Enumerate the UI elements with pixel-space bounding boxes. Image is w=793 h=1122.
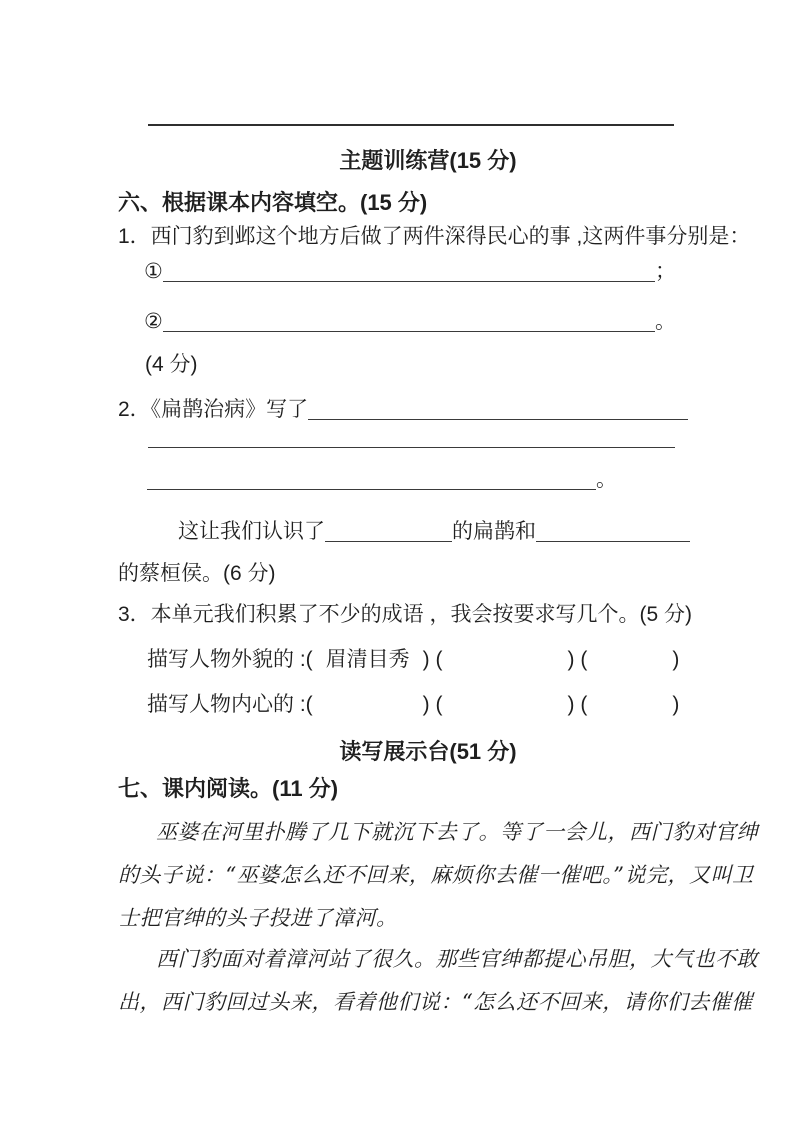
idiom-row-appearance bbox=[147, 646, 679, 674]
circled-one-marker: ① bbox=[144, 260, 163, 283]
question-2-followup bbox=[178, 518, 690, 546]
stage-heading: 读写展示台(51 分) bbox=[339, 739, 517, 764]
question-2-stem bbox=[118, 396, 688, 424]
idiom-answer bbox=[587, 691, 672, 719]
passage-line: 的头子说：“巫婆怎么还不回来，麻烦你去催一催吧。”说完，又叫卫 bbox=[118, 863, 754, 887]
paren-open: ( bbox=[580, 693, 588, 716]
paren-close: ) bbox=[672, 693, 680, 716]
idiom-answer bbox=[313, 691, 423, 719]
idiom-row-2-label: 描写人物内心的 : bbox=[147, 693, 306, 716]
item-1-punctuation: ； bbox=[655, 260, 676, 283]
idiom-answer bbox=[587, 646, 672, 674]
question-1-stem: 1．西门豹到邺这个地方后做了两件深得民心的事 ,这两件事分别是： bbox=[118, 225, 751, 248]
paren-open: ( bbox=[580, 648, 588, 671]
paren-open: ( bbox=[435, 693, 443, 716]
paren-close: ) bbox=[567, 693, 575, 716]
answer-parens bbox=[436, 691, 575, 719]
passage-line: 巫婆在河里扑腾了几下就沉下去了。等了一会儿，西门豹对官绅 bbox=[156, 820, 758, 844]
question-1-item-1 bbox=[144, 258, 676, 286]
idiom-row-inner bbox=[147, 691, 679, 719]
paren-open: ( bbox=[305, 648, 313, 671]
answer-parens bbox=[306, 646, 430, 674]
fill-in-line bbox=[163, 258, 655, 282]
answer-parens bbox=[580, 646, 679, 674]
question-1-item-2 bbox=[144, 308, 676, 336]
fill-in-line bbox=[148, 447, 675, 448]
question-2-lead: 2．《扁鹊治病》写了 bbox=[118, 398, 309, 421]
circled-two-marker: ② bbox=[144, 310, 163, 333]
question-2-wrap-line: 的蔡桓侯。(6 分) bbox=[118, 562, 276, 585]
fill-in-line bbox=[325, 518, 452, 542]
item-2-punctuation: 。 bbox=[655, 310, 676, 333]
idiom-answer bbox=[443, 691, 568, 719]
answer-parens bbox=[436, 646, 575, 674]
fill-in-line bbox=[536, 518, 690, 542]
fill-in-line bbox=[308, 396, 688, 420]
paren-close: ) bbox=[422, 693, 430, 716]
theme-heading: 主题训练营(15 分) bbox=[339, 148, 517, 173]
answer-parens bbox=[580, 691, 679, 719]
fill-in-line bbox=[147, 466, 596, 490]
section-seven-heading: 七、课内阅读。(11 分) bbox=[118, 776, 339, 801]
fill-in-line bbox=[163, 308, 655, 332]
answer-parens bbox=[306, 691, 430, 719]
idiom-row-1-label: 描写人物外貌的 : bbox=[147, 648, 306, 671]
passage-line: 士把官绅的头子投进了漳河。 bbox=[118, 906, 398, 930]
paren-close: ) bbox=[672, 648, 680, 671]
section-six-heading: 六、根据课本内容填空。(15 分) bbox=[118, 190, 428, 215]
question-3-stem: 3．本单元我们积累了不少的成语 ，我会按要求写几个。(5 分) bbox=[118, 603, 693, 626]
paren-open: ( bbox=[435, 648, 443, 671]
paren-open: ( bbox=[305, 693, 313, 716]
passage-line: 西门豹面对着漳河站了很久。那些官绅都提心吊胆，大气也不敢 bbox=[156, 947, 758, 971]
question-1-score: (4 分) bbox=[145, 353, 198, 376]
top-fill-in-line bbox=[148, 124, 674, 126]
blank-3-punctuation: 。 bbox=[596, 468, 617, 491]
passage-line: 出，西门豹回过头来，看着他们说：“怎么还不回来，请你们去催催 bbox=[118, 990, 753, 1014]
followup-lead: 这让我们认识了 bbox=[178, 520, 325, 543]
idiom-answer: 眉清目秀 bbox=[325, 648, 410, 671]
followup-mid: 的扁鹊和 bbox=[452, 520, 536, 543]
question-2-blank-3 bbox=[147, 466, 617, 494]
paren-close: ) bbox=[567, 648, 575, 671]
idiom-answer bbox=[443, 646, 568, 674]
paren-close: ) bbox=[422, 648, 430, 671]
